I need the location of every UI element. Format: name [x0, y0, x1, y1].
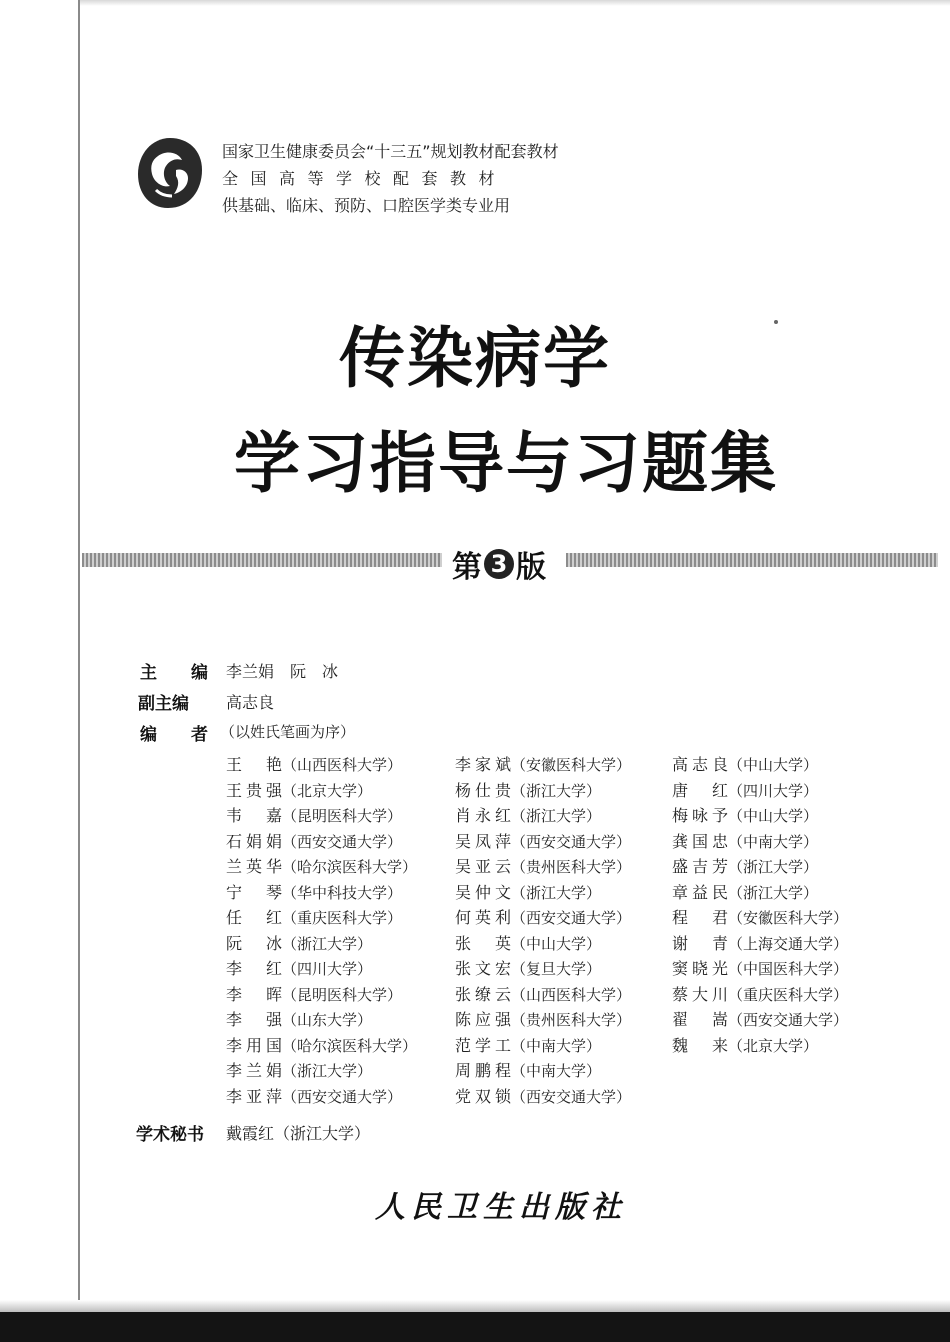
editor-affiliation: （中南大学） [511, 1062, 602, 1080]
editor-name: 梅咏予 [672, 806, 728, 825]
editor-name: 王艳 [226, 755, 282, 774]
editor-entry [226, 752, 417, 778]
page-top-shadow [80, 0, 950, 6]
editor-entry [672, 982, 848, 1008]
series-line-3: 供基础、临床、预防、口腔医学类专业用 [222, 196, 511, 215]
editor-name: 周鹏程 [455, 1061, 511, 1080]
editor-affiliation: （西安交通大学） [282, 1087, 403, 1106]
scan-bottom-gradient [0, 1300, 950, 1312]
editors-column-2 [455, 752, 631, 1109]
editor-affiliation: （中山大学） [728, 807, 819, 825]
editor-affiliation: （浙江大学） [728, 883, 819, 902]
editors-order-note: （以姓氏笔画为序） [220, 723, 356, 741]
editor-entry [226, 1033, 417, 1059]
edition-rule-left [82, 553, 442, 567]
editor-affiliation: （哈尔滨医科大学） [282, 858, 418, 876]
editor-affiliation: （浙江大学） [511, 807, 602, 825]
editor-affiliation: （浙江大学） [282, 1062, 373, 1080]
series-line-1: 国家卫生健康委员会“十三五”规划教材配套教材 [222, 142, 559, 161]
editor-name: 杨仕贵 [455, 780, 511, 800]
editor-entry [672, 752, 848, 778]
editor-name: 吴凤萍 [455, 831, 511, 851]
editor-entry [226, 803, 417, 829]
book-title-line-1: 传染病学 [339, 320, 611, 397]
editor-name: 李兰娟 [226, 1061, 282, 1080]
editor-affiliation: （上海交通大学） [728, 934, 849, 953]
editor-affiliation: （北京大学） [282, 781, 373, 800]
editor-entry [672, 1007, 848, 1033]
editor-name: 盛吉芳 [672, 857, 728, 876]
editor-name: 任红 [226, 908, 282, 927]
editor-name: 李强 [226, 1010, 282, 1029]
publisher-name: 人民卫生出版社 [375, 1190, 627, 1225]
scan-bottom-band [0, 1312, 950, 1342]
editor-name: 兰英华 [226, 857, 282, 876]
editor-name: 李用国 [226, 1035, 282, 1055]
editor-entry [455, 880, 631, 906]
editor-name: 龚国忠 [672, 831, 728, 851]
editor-name: 阮冰 [226, 933, 282, 953]
editor-entry [455, 854, 631, 880]
editor-affiliation: （西安交通大学） [511, 832, 632, 851]
editor-name: 谢青 [672, 933, 728, 953]
editor-entry [672, 1033, 848, 1059]
editors-column-3 [672, 752, 848, 1058]
editor-affiliation: （浙江大学） [511, 781, 602, 800]
edition-rule-right [566, 553, 938, 567]
editor-name: 张缭云 [455, 984, 511, 1004]
editor-affiliation: （山西医科大学） [282, 756, 403, 774]
editor-name: 范学工 [455, 1035, 511, 1055]
editor-name: 李家斌 [455, 755, 511, 774]
editor-entry [455, 956, 631, 982]
publisher-logo-icon [136, 136, 204, 210]
secretary-name: 戴霞红（浙江大学） [226, 1124, 371, 1143]
editor-name: 翟嵩 [672, 1010, 728, 1029]
editor-affiliation: （山东大学） [282, 1011, 373, 1029]
editor-affiliation: （哈尔滨医科大学） [282, 1036, 418, 1055]
editor-affiliation: （贵州医科大学） [511, 858, 632, 876]
editor-affiliation: （复旦大学） [511, 960, 602, 978]
editor-affiliation: （四川大学） [728, 781, 819, 800]
editor-affiliation: （北京大学） [728, 1036, 819, 1055]
editor-entry [455, 778, 631, 804]
editor-entry [455, 1007, 631, 1033]
editor-entry [226, 778, 417, 804]
page-binding-edge [78, 0, 80, 1312]
editor-affiliation: （四川大学） [282, 960, 373, 978]
editor-affiliation: （中山大学） [511, 934, 602, 953]
editor-entry [455, 829, 631, 855]
editors-label: 编 者 [140, 725, 208, 745]
book-title-line-2: 学习指导与习题集 [234, 425, 778, 502]
editor-entry [672, 931, 848, 957]
chief-editor-names: 李兰娟 阮 冰 [226, 662, 339, 681]
editor-name: 唐红 [672, 780, 728, 800]
editor-name: 陈应强 [455, 1010, 511, 1029]
editor-entry [226, 1084, 417, 1110]
editor-entry [226, 854, 417, 880]
editor-affiliation: （山西医科大学） [511, 985, 632, 1004]
editor-entry [226, 1007, 417, 1033]
editor-entry [226, 1058, 417, 1084]
editor-entry [226, 905, 417, 931]
editor-affiliation: （重庆医科大学） [282, 909, 403, 927]
editor-entry [672, 956, 848, 982]
editor-entry [455, 931, 631, 957]
editor-entry [226, 956, 417, 982]
editor-affiliation: （西安交通大学） [511, 1087, 632, 1106]
series-info [222, 138, 559, 219]
editor-name: 吴仲文 [455, 882, 511, 902]
deputy-editor-names: 高志良 [226, 693, 275, 712]
editor-name: 韦嘉 [226, 806, 282, 825]
editor-name: 吴亚云 [455, 857, 511, 876]
editor-affiliation: （西安交通大学） [728, 1011, 849, 1029]
editor-affiliation: （浙江大学） [728, 858, 819, 876]
editor-name: 章益民 [672, 882, 728, 902]
editor-entry [672, 829, 848, 855]
editor-entry [455, 982, 631, 1008]
edition-label [452, 542, 546, 586]
editor-entry [226, 880, 417, 906]
editor-affiliation: （昆明医科大学） [282, 807, 403, 825]
editor-name: 王贵强 [226, 780, 282, 800]
editor-affiliation: （中国医科大学） [728, 960, 849, 978]
editor-entry [672, 905, 848, 931]
editor-entry [672, 854, 848, 880]
edition-prefix: 第 [452, 550, 482, 585]
editor-name: 石娟娟 [226, 831, 282, 851]
series-line-2: 全国高等学校配套教材 [222, 169, 508, 188]
secretary-label: 学术秘书 [136, 1125, 204, 1145]
editor-affiliation: （贵州医科大学） [511, 1011, 632, 1029]
editor-entry [455, 905, 631, 931]
editor-affiliation: （重庆医科大学） [728, 985, 849, 1004]
editor-name: 党双锁 [455, 1086, 511, 1106]
editor-entry [226, 982, 417, 1008]
editor-affiliation: （昆明医科大学） [282, 985, 403, 1004]
chief-editor-label: 主 编 [140, 663, 208, 683]
editor-entry [455, 1058, 631, 1084]
editor-affiliation: （安徽医科大学） [728, 909, 849, 927]
deputy-editor-label: 副主编 [138, 694, 189, 714]
editors-column-1 [226, 752, 417, 1109]
editor-entry [672, 803, 848, 829]
editor-name: 张英 [455, 933, 511, 953]
scan-speck [774, 320, 778, 324]
editor-entry [455, 1084, 631, 1110]
editor-affiliation: （中南大学） [511, 1036, 602, 1055]
editor-affiliation: （中南大学） [728, 832, 819, 851]
editor-entry [455, 803, 631, 829]
editor-name: 高志良 [672, 755, 728, 774]
editor-name: 张文宏 [455, 959, 511, 978]
editor-name: 蔡大川 [672, 984, 728, 1004]
editor-entry [455, 752, 631, 778]
editor-name: 李红 [226, 959, 282, 978]
editor-affiliation: （华中科技大学） [282, 883, 403, 902]
editor-name: 李亚萍 [226, 1086, 282, 1106]
editor-name: 窦晓光 [672, 959, 728, 978]
editor-affiliation: （浙江大学） [282, 934, 373, 953]
editor-entry [226, 931, 417, 957]
editor-affiliation: （安徽医科大学） [511, 756, 632, 774]
editor-name: 宁琴 [226, 882, 282, 902]
editor-name: 何英利 [455, 908, 511, 927]
editor-affiliation: （中山大学） [728, 756, 819, 774]
editor-name: 程君 [672, 908, 728, 927]
editor-affiliation: （西安交通大学） [511, 909, 632, 927]
editor-affiliation: （西安交通大学） [282, 832, 403, 851]
editor-entry [672, 880, 848, 906]
editor-name: 李晖 [226, 984, 282, 1004]
edition-suffix: 版 [516, 550, 546, 585]
editor-entry [455, 1033, 631, 1059]
editor-entry [226, 829, 417, 855]
editor-name: 魏来 [672, 1035, 728, 1055]
editor-affiliation: （浙江大学） [511, 883, 602, 902]
editor-name: 肖永红 [455, 806, 511, 825]
edition-number-badge: 3 [484, 549, 514, 579]
editor-entry [672, 778, 848, 804]
